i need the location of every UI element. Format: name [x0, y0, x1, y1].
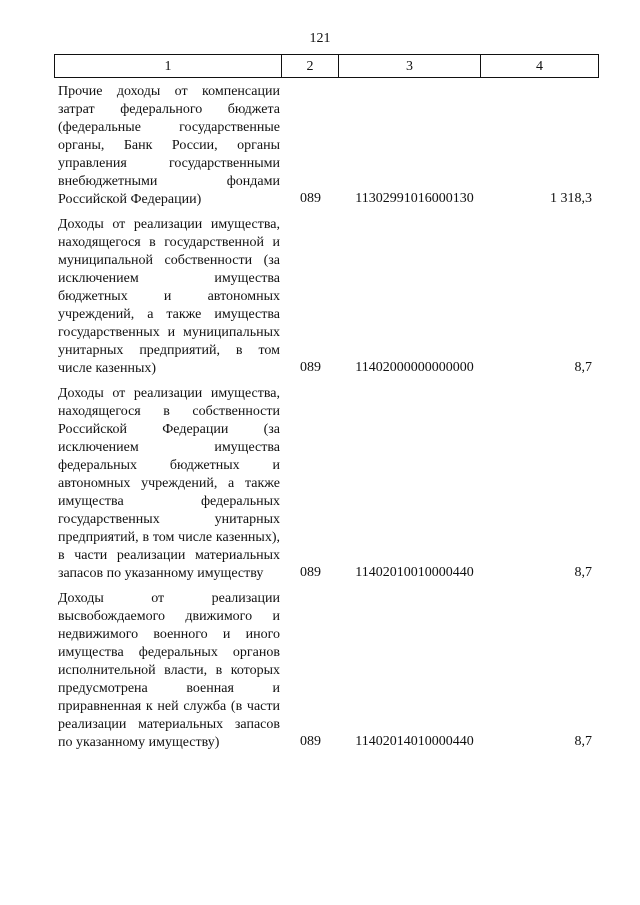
row-admin-code: 089: [300, 734, 321, 749]
column-header-2: 2: [282, 55, 339, 78]
table-row: [58, 590, 598, 752]
row-budget-code: 11402014010000440: [355, 734, 474, 749]
row-budget-code: 11302991016000130: [355, 191, 474, 206]
row-amount: 8,7: [574, 565, 592, 580]
row-description: Доходы от реализации имущества, находящегося в собственности Российской Федерации (за исключением имущества федеральных бюджетных и автономных учреждений, а также имущества федеральных государственных унитарных предприятий, в том числе казенных), в части реализации материальных запасов по указанному имуществу: [58, 386, 280, 581]
column-header-3: 3: [339, 55, 481, 78]
row-description: Прочие доходы от компенсации затрат федерального бюджета (федеральные государственные органы, Банк России, органы управления государственными внебюджетными фондами Российской Федерации): [58, 84, 280, 207]
row-admin-code: 089: [300, 360, 321, 375]
column-header-1: 1: [55, 55, 282, 78]
column-header-table: [54, 54, 599, 78]
table-row: [58, 385, 598, 583]
row-amount: 1 318,3: [550, 191, 592, 206]
row-description: Доходы от реализации имущества, находящегося в государственной и муниципальной собственности (за исключением имущества бюджетных и автономных учреждений, а также имущества государственных и муниципальных унитарных предприятий, в том числе казенных): [58, 217, 280, 376]
table-row: [58, 216, 598, 378]
column-header-4: 4: [481, 55, 599, 78]
row-budget-code: 11402000000000000: [355, 360, 474, 375]
row-budget-code: 11402010010000440: [355, 565, 474, 580]
revenue-table-body: [58, 83, 598, 759]
page-number: 121: [309, 31, 331, 46]
row-amount: 8,7: [574, 360, 592, 375]
table-row: [58, 83, 598, 209]
row-admin-code: 089: [300, 565, 321, 580]
row-admin-code: 089: [300, 191, 321, 206]
row-amount: 8,7: [574, 734, 592, 749]
row-description: Доходы от реализации высвобождаемого движимого и недвижимого военного и иного имущества федеральных органов исполнительной власти, в которых предусмотрена военная и приравненная к ней служба (в части реализации материальных запасов по указанному имуществу): [58, 591, 280, 750]
column-header-row: [55, 55, 599, 78]
